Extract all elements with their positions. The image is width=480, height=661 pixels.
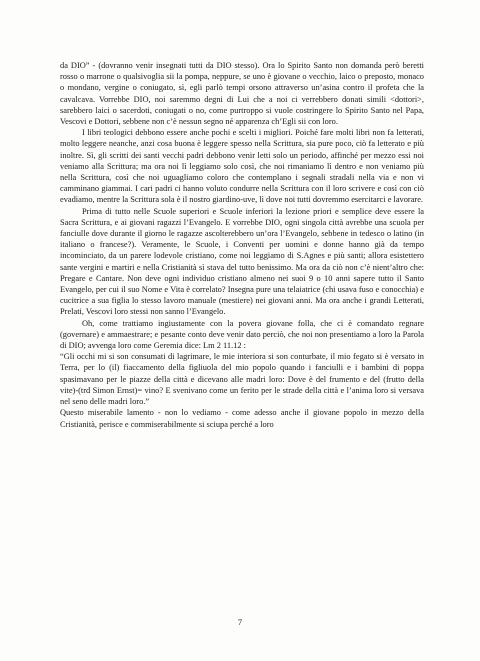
paragraph-youth: Oh, come trattiamo ingiustamente con la povera giovane folla, che ci è comandato regnare (governare) e ammaestrare; e pesante conto deve venir dato perciò, che noi non presentiamo a loro la Parola di DIO; avvenga loro come Geremia dice: Lm 2 11.12 : [60, 318, 424, 351]
paragraph-quotation: “Gli occhi mi si son consumati di lagrimare, le mie interiora si son conturbate, il mio fegato si è versato in Terra, per lo (il) fiaccamento della figliuola del mio popolo quando i fanciulli e i bambini di poppa spasimavano per le piazze della città e dicevano alle madri loro: Dove è del frumento e del (frutto della vite)-(trd Simon Ernst)= vino? E svenivano come un ferito per le strade della città e l’anima loro si versava nel seno delle madri loro.” [60, 352, 424, 407]
paragraph-schools: Prima di tutto nelle Scuole superiori e Scuole inferiori la lezione priori e semplice deve essere la Sacra Scrittura, e ai giovani ragazzi l’Evangelo. E vorrebbe DIO, ogni singola città avrebbe una scuola per fanciulle dove durante il giorno le ragazze ascolterebbero un’ora l’Evangelo, sebbene in tedesco o latino (in italiano o francese?). Veramente, le Scuole, i Conventi per uomini e donne hanno già da tempo incominciato, da un parere lodevole cristiano, come noi leggiamo di S.Agnes e più santi; allora esistettero sante vergini e martiri e nella Cristianità sì stava del tutto benissimo. Ma ora da ciò non c’è nient’altro che: Pregare e Cantare. Non deve ogni individuo cristiano almeno nei suoi 9 o 10 anni sapere tutto il Santo Evangelo, per cui il suo Nome e Vita è correlato? Insegna pure una telaiatrice (chi usava fuso e conocchia) e cucitrice a sua figlia lo stesso lavoro manuale (mestiere) nei giovani anni. Ma ora anche i grandi Letterati, Prelati, Vescovi loro stessi non sanno l’Evangelo. [60, 206, 424, 317]
page-number: 7 [237, 618, 243, 627]
body-text [60, 60, 424, 430]
paragraph-lament: Questo miserabile lamento - non lo vediamo - come adesso anche il giovane popolo in mezzo della Cristianità, perisce e commiserabilmente si sciupa perché a loro [60, 408, 424, 429]
paragraph-intro: da DIO” - (dovranno venir insegnati tutti da DIO stesso). Ora lo Spirito Santo non domanda però beretti rosso o marrone o qualsivoglia sii la pompa, neppure, se uno è giovane o vecchio, laico o preposto, monaco o mondano, vergine o coniugato, sì, egli parlò tempi orsono attraverso un’asina contro il profeta che la cavalcava. Vorrebbe DIO, noi saremmo degni di Lui che a noi ci verrebbero donati simili <dottori>, sarebbero laici o sacerdoti, coniugati o no, come purtroppo si vuole costringere lo Spirito Santo nel Papa, Vescovi e Dottori, sebbene non c’è nessun segno né apparenza ch’Egli sii con loro. [60, 61, 424, 127]
paragraph-theological-books: I libri teologici debbono essere anche pochi e scelti i migliori. Poiché fare molti libri non fa letterati, molto leggere neanche, anzi cosa buona è leggere spesso nella Scrittura, sia pure poco, ciò fa letterato e più inoltre. Sì, gli scritti dei santi vecchi padri debbono venir letti solo un periodo, affinché per mezzo essi noi veniamo alla Scrittura; ma ora noi lì leggiamo solo così, che noi rimaniamo lì dentro e non veniamo più nella Scrittura, così che noi uguagliamo coloro che contemplano i segnali stradali nella via e non vi camminano giammai. I cari padri ci hanno voluto condurre nella Scrittura con il loro scrivere e così con ciò evadiamo, mentre la Scrittura sola è il nostro giardino-uve, lì dove noi tutti dovremmo esercitarci e lavorare. [60, 128, 424, 205]
